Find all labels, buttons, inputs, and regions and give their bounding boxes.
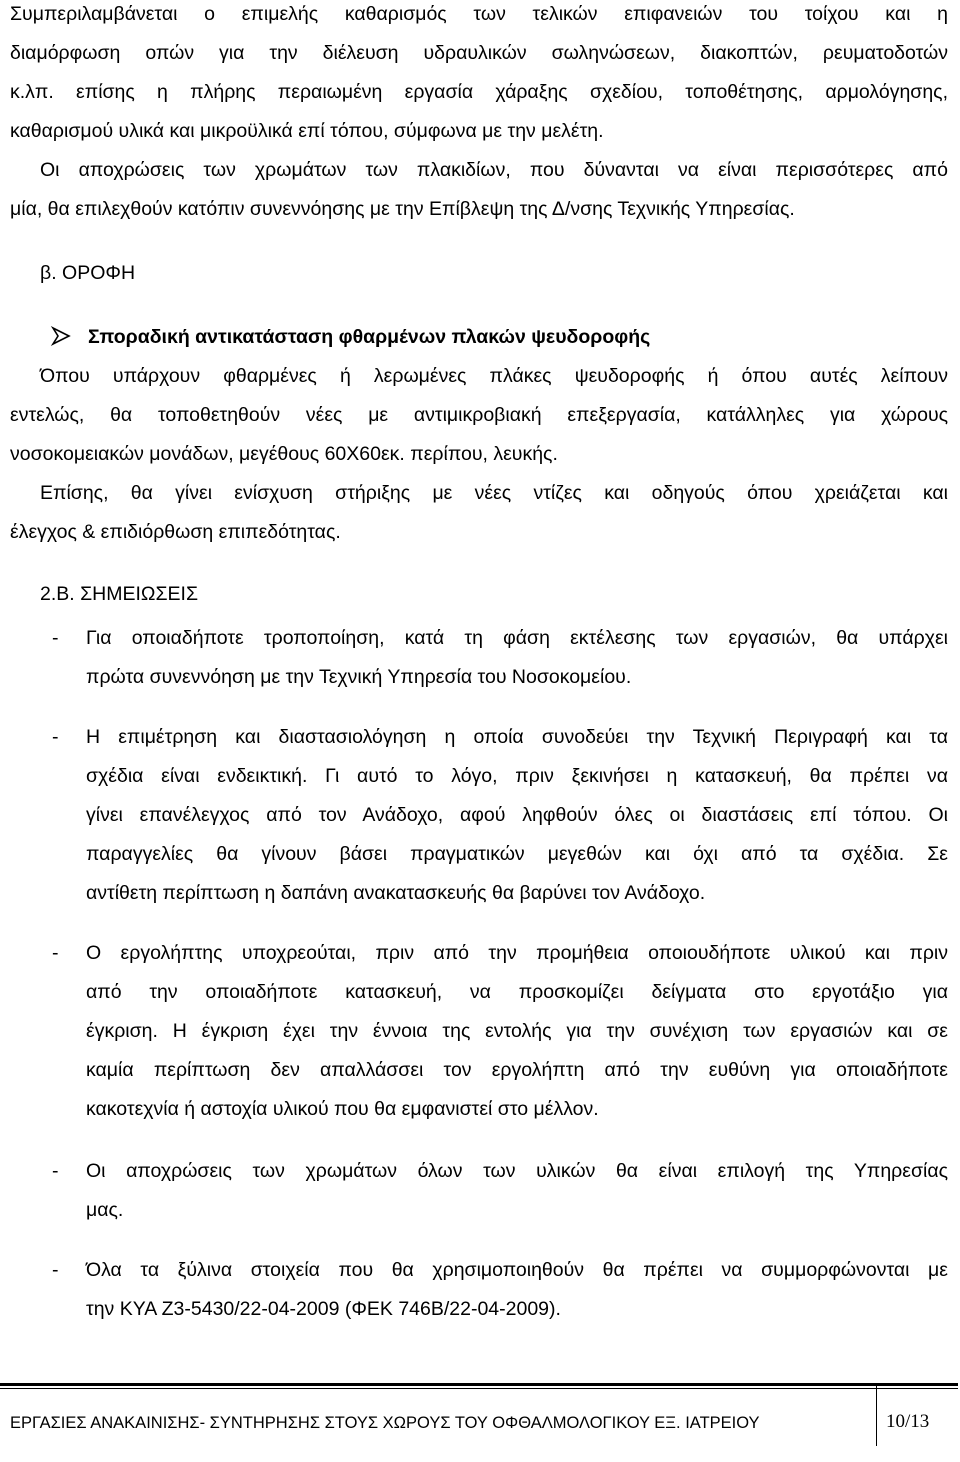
paragraph-line: εντελώς, θα τοποθετηθούν νέες με αντιμικροβιακή επεξεργασία, κατάλληλες για χώρους: [10, 404, 948, 426]
list-item-line: έγκριση. Η έγκριση έχει την έννοια της εντολής για την συνέχιση των εργασιών και σε: [86, 1020, 948, 1042]
list-item-line: σχέδια είναι ενδεικτική. Γι αυτό το λόγο, πριν ξεκινήσει η κατασκευή, θα πρέπει να: [86, 765, 948, 787]
paragraph-line: Επίσης, θα γίνει ενίσχυση στήριξης με νέες ντίζες και οδηγούς όπου χρειάζεται και: [40, 482, 948, 504]
list-item-line: γίνει επανέλεγχος από τον Ανάδοχο, αφού ληφθούν όλες οι διαστάσεις επί τόπου. Οι: [86, 804, 948, 826]
paragraph-line: Συμπεριλαμβάνεται ο επιμελής καθαρισμός των τελικών επιφανειών του τοίχου και η: [10, 3, 948, 25]
list-dash: -: [52, 627, 59, 649]
bullet-heading: Σποραδική αντικατάσταση φθαρμένων πλακών ψευδοροφής: [88, 326, 651, 348]
section-heading-roof: β. ΟΡΟΦΗ: [40, 262, 136, 284]
paragraph-line: νοσοκομειακών μονάδων, μεγέθους 60Χ60εκ. περίπου, λευκής.: [10, 443, 558, 465]
list-dash: -: [52, 726, 59, 748]
arrow-bullet-icon: [50, 325, 72, 347]
footer-rule-thin: [0, 1388, 958, 1389]
paragraph-line: διαμόρφωση οπών για την διέλευση υδραυλικών σωληνώσεων, διακοπτών, ρευματοδοτών: [10, 42, 948, 64]
paragraph-line: κ.λπ. επίσης η πλήρης περαιωμένη εργασία χάραξης σχεδίου, τοποθέτησης, αρμολόγησης,: [10, 81, 948, 103]
list-item-line: αντίθετη περίπτωση η δαπάνη ανακατασκευής θα βαρύνει τον Ανάδοχο.: [86, 882, 706, 904]
list-item-line: κακοτεχνία ή αστοχία υλικού που θα εμφανιστεί στο μέλλον.: [86, 1098, 599, 1120]
list-dash: -: [52, 1160, 59, 1182]
paragraph-line: Όπου υπάρχουν φθαρμένες ή λερωμένες πλάκες ψευδοροφής ή όπου αυτές λείπουν: [40, 365, 948, 387]
list-item-line: Ο εργολήπτης υποχρεούται, πριν από την προμήθεια οποιουδήποτε υλικού και πριν: [86, 942, 948, 964]
list-item-line: Η επιμέτρηση και διαστασιολόγηση η οποία συνοδεύει την Τεχνική Περιγραφή και τα: [86, 726, 948, 748]
list-item-line: Όλα τα ξύλινα στοιχεία που θα χρησιμοποιηθούν θα πρέπει να συμμορφώνονται με: [86, 1259, 948, 1281]
list-item-line: μας.: [86, 1199, 124, 1221]
paragraph-line: καθαρισμού υλικά και μικροϋλικά επί τόπου, σύμφωνα με την μελέτη.: [10, 120, 604, 142]
paragraph-line: έλεγχος & επιδιόρθωση επιπεδότητας.: [10, 521, 341, 543]
list-item-line: Για οποιαδήποτε τροποποίηση, κατά τη φάση εκτέλεσης των εργασιών, θα υπάρχει: [86, 627, 948, 649]
footer-rule: [0, 1383, 958, 1386]
page-number: 10/13: [886, 1411, 930, 1432]
list-item-line: από την οποιαδήποτε κατασκευή, να προσκομίζει δείγματα στο εργοτάξιο για: [86, 981, 948, 1003]
list-item-line: καμία περίπτωση δεν απαλλάσσει τον εργολήπτη από την ευθύνη για οποιαδήποτε: [86, 1059, 948, 1081]
footer-title: ΕΡΓΑΣΙΕΣ ΑΝΑΚΑΙΝΙΣΗΣ- ΣΥΝΤΗΡΗΣΗΣ ΣΤΟΥΣ ΧΩΡΟΥΣ ΤΟΥ ΟΦΘΑΛΜΟΛΟΓΙΚΟΥ ΕΞ. ΙΑΤΡΕΙΟΥ: [10, 1414, 760, 1432]
paragraph-line: μία, θα επιλεχθούν κατόπιν συνεννόησης με την Επίβλεψη της Δ/νσης Τεχνικής Υπηρεσίας.: [10, 198, 795, 220]
list-item-line: παραγγελίες θα γίνουν βάσει πραγματικών μεγεθών και όχι από τα σχέδια. Σε: [86, 843, 948, 865]
list-dash: -: [52, 1259, 59, 1281]
list-item-line: την ΚΥΑ Ζ3-5430/22-04-2009 (ΦΕΚ 746Β/22-04-2009).: [86, 1298, 561, 1320]
section-heading-notes: 2.Β. ΣΗΜΕΙΩΣΕΙΣ: [40, 583, 199, 605]
footer-separator: [876, 1386, 877, 1446]
paragraph-line: Οι αποχρώσεις των χρωμάτων των πλακιδίων, που δύνανται να είναι περισσότερες από: [40, 159, 948, 181]
list-item-line: Οι αποχρώσεις των χρωμάτων όλων των υλικών θα είναι επιλογή της Υπηρεσίας: [86, 1160, 948, 1182]
list-dash: -: [52, 942, 59, 964]
list-item-line: πρώτα συνεννόηση με την Τεχνική Υπηρεσία του Νοσοκομείου.: [86, 666, 632, 688]
